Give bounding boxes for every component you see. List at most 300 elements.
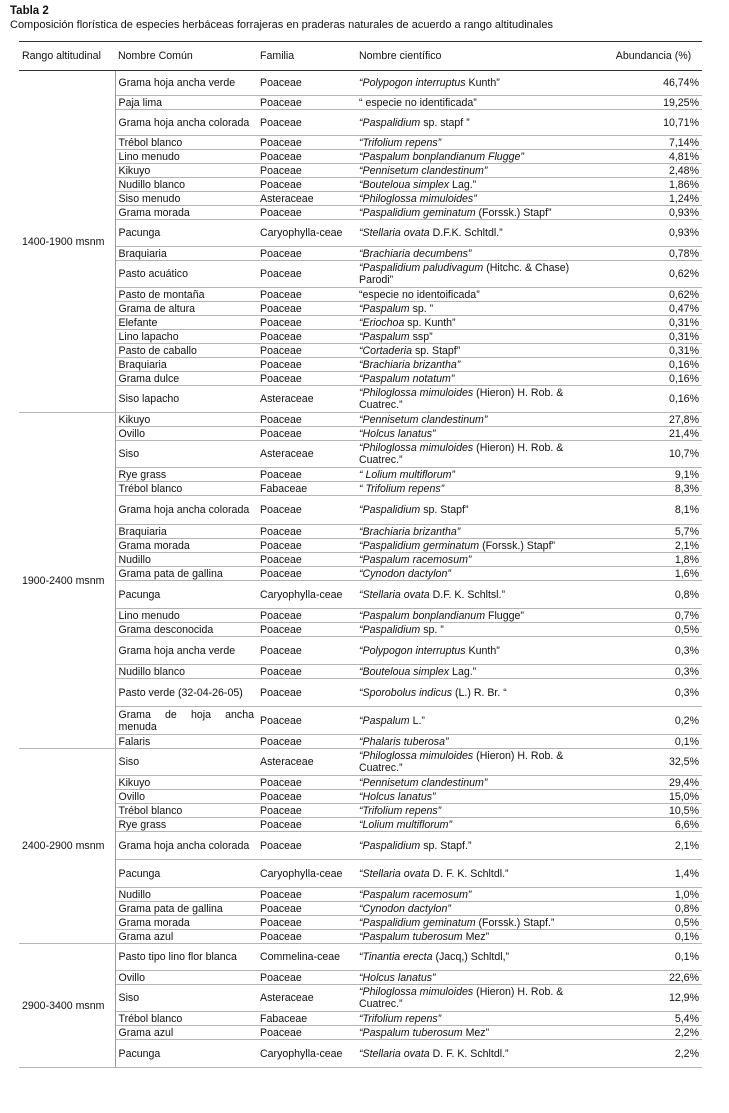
common-name-cell: Grama hoja ancha colorada xyxy=(115,496,257,525)
table-row xyxy=(19,427,702,441)
scientific-name-part: “Paspalum bonplandianum Flugge” xyxy=(359,150,524,163)
table-row xyxy=(19,860,702,888)
family-cell: Poaceae xyxy=(257,150,356,164)
table-row xyxy=(19,206,702,220)
scientific-name-cell xyxy=(356,330,605,344)
scientific-name-part: “Philoglossa mimuloides xyxy=(359,750,477,762)
common-name-cell: Ovillo xyxy=(115,971,257,985)
scientific-name-part: “Holcus lanatus” xyxy=(359,427,436,440)
family-cell: Poaceae xyxy=(257,247,356,261)
common-name-cell: Grama azul xyxy=(115,930,257,944)
abundance-cell: 2,2% xyxy=(605,1040,702,1068)
scientific-name-cell xyxy=(356,372,605,386)
abundance-cell: 0,3% xyxy=(605,665,702,679)
table-row xyxy=(19,553,702,567)
table-row xyxy=(19,372,702,386)
abundance-cell: 21,4% xyxy=(605,427,702,441)
common-name-cell: Trébol blanco xyxy=(115,482,257,496)
scientific-name-part: (Jacq,) Schltdl,” xyxy=(435,951,510,963)
table-row xyxy=(19,944,702,971)
common-name-cell: Nudillo blanco xyxy=(115,665,257,679)
scientific-name-part: “Paspalidium geminatum xyxy=(359,206,479,219)
family-cell: Poaceae xyxy=(257,623,356,637)
scientific-name-part: (Hieron) H. Rob. & Cuatrec.” xyxy=(359,750,564,774)
scientific-name-part: D.F. K. Schltsl.” xyxy=(432,588,506,601)
family-cell: Poaceae xyxy=(257,413,356,427)
common-name-cell: Grama hoja ancha colorada xyxy=(115,110,257,136)
table-row xyxy=(19,496,702,525)
scientific-name-part: “Stellaria ovata xyxy=(359,867,433,880)
abundance-cell: 0,16% xyxy=(605,358,702,372)
family-cell: Asteraceae xyxy=(257,386,356,413)
family-cell: Poaceae xyxy=(257,930,356,944)
scientific-name-part: ssp” xyxy=(412,330,433,343)
common-name-cell: Falaris xyxy=(115,735,257,749)
altitude-range-cell: 2400-2900 msnm xyxy=(19,749,115,944)
scientific-name-part: “Paspalum racemosum” xyxy=(359,888,472,901)
family-cell: Poaceae xyxy=(257,609,356,623)
scientific-name-cell xyxy=(356,735,605,749)
scientific-name-cell xyxy=(356,637,605,665)
abundance-cell: 0,16% xyxy=(605,372,702,386)
family-cell: Poaceae xyxy=(257,206,356,220)
scientific-name-cell xyxy=(356,496,605,525)
family-cell: Caryophylla-ceae xyxy=(257,581,356,609)
scientific-name-part: “Stellaria ovata xyxy=(359,1047,433,1060)
family-cell: Poaceae xyxy=(257,358,356,372)
table-row xyxy=(19,832,702,860)
family-cell: Poaceae xyxy=(257,330,356,344)
table-row xyxy=(19,581,702,609)
family-cell: Caryophylla-ceae xyxy=(257,220,356,247)
scientific-name-part: “Brachiaria brizantha” xyxy=(359,358,461,371)
scientific-name-cell xyxy=(356,71,605,96)
table-row xyxy=(19,804,702,818)
scientific-name-part: “Paspalidium geminatum xyxy=(359,916,479,929)
family-cell: Asteraceae xyxy=(257,985,356,1012)
table-row xyxy=(19,386,702,413)
family-cell: Poaceae xyxy=(257,804,356,818)
abundance-cell: 0,62% xyxy=(605,261,702,288)
table-row xyxy=(19,749,702,776)
table-row xyxy=(19,178,702,192)
common-name-cell: Pasto de caballo xyxy=(115,344,257,358)
table-row xyxy=(19,164,702,178)
scientific-name-cell xyxy=(356,553,605,567)
table-row xyxy=(19,776,702,790)
scientific-name-cell xyxy=(356,1026,605,1040)
scientific-name-part: “Trifolium repens” xyxy=(359,136,442,149)
scientific-name-part: “Lolium multiflorum” xyxy=(359,818,453,831)
table-row xyxy=(19,96,702,110)
abundance-cell: 0,8% xyxy=(605,902,702,916)
common-name-cell: Braquiaria xyxy=(115,247,257,261)
scientific-name-cell xyxy=(356,790,605,804)
common-name-cell: Siso xyxy=(115,749,257,776)
family-cell: Poaceae xyxy=(257,96,356,110)
scientific-name-part: Lag.” xyxy=(452,665,477,678)
abundance-cell: 0,47% xyxy=(605,302,702,316)
common-name-cell: Grama desconocida xyxy=(115,623,257,637)
header-common-name: Nombre Común xyxy=(115,42,257,71)
table-row xyxy=(19,567,702,581)
scientific-name-cell xyxy=(356,136,605,150)
abundance-cell: 9,1% xyxy=(605,468,702,482)
scientific-name-part: “Paspalidium germinatum xyxy=(359,539,483,552)
abundance-cell: 5,7% xyxy=(605,525,702,539)
common-name-cell: Grama pata de gallina xyxy=(115,902,257,916)
scientific-name-part: D. F. K. Schltdl.” xyxy=(432,1047,509,1060)
table-row xyxy=(19,539,702,553)
scientific-name-cell xyxy=(356,971,605,985)
table-row xyxy=(19,637,702,665)
abundance-cell: 19,25% xyxy=(605,96,702,110)
table-row xyxy=(19,344,702,358)
scientific-name-part: “Bouteloua simplex xyxy=(359,178,453,191)
abundance-cell: 4,81% xyxy=(605,150,702,164)
scientific-name-part: “Paspalum xyxy=(359,330,413,343)
abundance-cell: 15,0% xyxy=(605,790,702,804)
common-name-cell: Lino menudo xyxy=(115,609,257,623)
abundance-cell: 0,8% xyxy=(605,581,702,609)
header-row xyxy=(19,42,702,71)
scientific-name-cell xyxy=(356,247,605,261)
table-row xyxy=(19,707,702,735)
scientific-name-part: L.” xyxy=(412,714,425,727)
scientific-name-cell xyxy=(356,261,605,288)
abundance-cell: 12,9% xyxy=(605,985,702,1012)
common-name-cell: Pacunga xyxy=(115,581,257,609)
scientific-name-cell xyxy=(356,358,605,372)
scientific-name-part: sp. stapf ” xyxy=(423,116,470,129)
common-name-cell: Grama morada xyxy=(115,206,257,220)
scientific-name-cell xyxy=(356,581,605,609)
table-row xyxy=(19,985,702,1012)
abundance-cell: 10,5% xyxy=(605,804,702,818)
abundance-cell: 0,93% xyxy=(605,220,702,247)
abundance-cell: 0,7% xyxy=(605,609,702,623)
scientific-name-part: “Paspalum xyxy=(359,714,413,727)
scientific-name-part: sp. Stapf.” xyxy=(423,839,472,852)
family-cell: Poaceae xyxy=(257,832,356,860)
scientific-name-part: “Cortaderia xyxy=(359,344,415,357)
table-row xyxy=(19,468,702,482)
table-row xyxy=(19,665,702,679)
scientific-name-part: “Stellaria ovata xyxy=(359,227,433,239)
family-cell: Poaceae xyxy=(257,178,356,192)
scientific-name-cell xyxy=(356,818,605,832)
table-row xyxy=(19,482,702,496)
table-row xyxy=(19,609,702,623)
scientific-name-part: “Philoglossa mimuloides xyxy=(359,387,477,399)
common-name-cell: Kikuyo xyxy=(115,776,257,790)
table-row xyxy=(19,110,702,136)
family-cell: Poaceae xyxy=(257,496,356,525)
scientific-name-part: “Trifolium repens” xyxy=(359,804,442,817)
common-name-cell: Siso xyxy=(115,441,257,468)
abundance-cell: 0,31% xyxy=(605,344,702,358)
abundance-cell: 1,0% xyxy=(605,888,702,902)
abundance-cell: 0,3% xyxy=(605,637,702,665)
family-cell: Poaceae xyxy=(257,888,356,902)
scientific-name-part: “Pennisetum clandestinum” xyxy=(359,164,488,177)
scientific-name-cell xyxy=(356,539,605,553)
scientific-name-part: Kunth” xyxy=(468,644,500,657)
table-row xyxy=(19,623,702,637)
table-row xyxy=(19,302,702,316)
scientific-name-cell xyxy=(356,150,605,164)
abundance-cell: 0,93% xyxy=(605,206,702,220)
scientific-name-part: sp. Stapf” xyxy=(423,504,469,516)
scientific-name-cell xyxy=(356,832,605,860)
scientific-name-cell xyxy=(356,804,605,818)
abundance-cell: 0,5% xyxy=(605,623,702,637)
scientific-name-part: “Trifolium repens” xyxy=(359,1012,442,1025)
abundance-cell: 2,1% xyxy=(605,539,702,553)
scientific-name-cell xyxy=(356,525,605,539)
scientific-name-part: “Polypogon interruptus xyxy=(359,644,469,657)
abundance-cell: 0,3% xyxy=(605,679,702,707)
common-name-cell: Ovillo xyxy=(115,790,257,804)
abundance-cell: 1,8% xyxy=(605,553,702,567)
scientific-name-part: “Sporobolus indicus xyxy=(359,686,455,699)
abundance-cell: 1,6% xyxy=(605,567,702,581)
table-row xyxy=(19,150,702,164)
scientific-name-part: (L.) R. Br. “ xyxy=(455,686,507,699)
scientific-name-part: “Paspalidium xyxy=(359,839,424,852)
abundance-cell: 0,1% xyxy=(605,735,702,749)
scientific-name-part: “Bouteloua simplex xyxy=(359,665,453,678)
scientific-name-part: (Hieron) H. Rob. & Cuatrec.” xyxy=(359,442,564,466)
scientific-name-part: “Paspalum tuberosum xyxy=(359,1026,466,1039)
header-family: Familia xyxy=(257,42,356,71)
scientific-name-cell xyxy=(356,192,605,206)
altitude-range-cell: 1900-2400 msnm xyxy=(19,413,115,749)
scientific-name-part: (Forssk.) Stapf” xyxy=(478,206,552,219)
common-name-cell: Pasto tipo lino flor blanca xyxy=(115,944,257,971)
scientific-name-part: Mez” xyxy=(465,1026,490,1039)
abundance-cell: 8,3% xyxy=(605,482,702,496)
family-cell: Poaceae xyxy=(257,344,356,358)
scientific-name-cell xyxy=(356,609,605,623)
scientific-name-cell xyxy=(356,110,605,136)
common-name-cell: Paja lima xyxy=(115,96,257,110)
scientific-name-part: Lag.” xyxy=(452,178,477,191)
scientific-name-part: Mez” xyxy=(465,930,490,943)
common-name-cell: Grama de hoja ancha menuda xyxy=(115,707,257,735)
table-row xyxy=(19,735,702,749)
common-name-cell: Grama hoja ancha colorada xyxy=(115,832,257,860)
family-cell: Poaceae xyxy=(257,776,356,790)
scientific-name-cell xyxy=(356,178,605,192)
scientific-name-part: “Brachiaria decumbens” xyxy=(359,247,472,260)
table-row xyxy=(19,261,702,288)
family-cell: Fabaceae xyxy=(257,482,356,496)
common-name-cell: Nudillo xyxy=(115,553,257,567)
family-cell: Poaceae xyxy=(257,261,356,288)
scientific-name-part: sp. ” xyxy=(423,623,444,636)
scientific-name-cell xyxy=(356,427,605,441)
scientific-name-part: “Paspalidium paludivagum xyxy=(359,262,487,274)
scientific-name-part: (Hieron) H. Rob. & Cuatrec.” xyxy=(359,387,564,411)
common-name-cell: Rye grass xyxy=(115,818,257,832)
scientific-name-part: sp. Kunth” xyxy=(407,316,456,329)
abundance-cell: 0,5% xyxy=(605,916,702,930)
header-scientific-name: Nombre científico xyxy=(356,42,605,71)
abundance-cell: 0,78% xyxy=(605,247,702,261)
family-cell: Asteraceae xyxy=(257,749,356,776)
scientific-name-part: D.F.K. Schltdl.” xyxy=(432,227,503,239)
common-name-cell: Grama hoja ancha verde xyxy=(115,71,257,96)
abundance-cell: 8,1% xyxy=(605,496,702,525)
abundance-cell: 0,62% xyxy=(605,288,702,302)
scientific-name-part: “Philoglossa mimuloides xyxy=(359,442,477,454)
family-cell: Poaceae xyxy=(257,427,356,441)
table-row xyxy=(19,358,702,372)
abundance-cell: 27,8% xyxy=(605,413,702,427)
scientific-name-part: “Paspalum xyxy=(359,302,413,315)
scientific-name-cell xyxy=(356,567,605,581)
abundance-cell: 46,74% xyxy=(605,71,702,96)
common-name-cell: Nudillo blanco xyxy=(115,178,257,192)
scientific-name-part: “Eriochoa xyxy=(359,316,408,329)
family-cell: Poaceae xyxy=(257,971,356,985)
abundance-cell: 10,71% xyxy=(605,110,702,136)
scientific-name-cell xyxy=(356,916,605,930)
scientific-name-cell xyxy=(356,206,605,220)
family-cell: Poaceae xyxy=(257,136,356,150)
table-row xyxy=(19,247,702,261)
scientific-name-cell xyxy=(356,707,605,735)
scientific-name-cell xyxy=(356,220,605,247)
abundance-cell: 0,31% xyxy=(605,330,702,344)
common-name-cell: Siso xyxy=(115,985,257,1012)
family-cell: Asteraceae xyxy=(257,192,356,206)
family-cell: Poaceae xyxy=(257,1026,356,1040)
scientific-name-cell xyxy=(356,386,605,413)
family-cell: Poaceae xyxy=(257,679,356,707)
abundance-cell: 32,5% xyxy=(605,749,702,776)
scientific-name-cell xyxy=(356,930,605,944)
table-row xyxy=(19,192,702,206)
abundance-cell: 0,1% xyxy=(605,944,702,971)
family-cell: Poaceae xyxy=(257,665,356,679)
scientific-name-part: “Philoglossa mimuloides xyxy=(359,986,477,998)
family-cell: Poaceae xyxy=(257,468,356,482)
scientific-name-cell xyxy=(356,665,605,679)
common-name-cell: Trébol blanco xyxy=(115,1012,257,1026)
table-row xyxy=(19,316,702,330)
family-cell: Poaceae xyxy=(257,539,356,553)
scientific-name-part: “Paspalidium xyxy=(359,623,424,636)
scientific-name-part: “Brachiaria brizantha” xyxy=(359,525,461,538)
scientific-name-cell xyxy=(356,679,605,707)
family-cell: Poaceae xyxy=(257,164,356,178)
table-row xyxy=(19,1012,702,1026)
common-name-cell: Grama morada xyxy=(115,539,257,553)
common-name-cell: Kikuyo xyxy=(115,413,257,427)
scientific-name-cell xyxy=(356,302,605,316)
scientific-name-cell xyxy=(356,749,605,776)
family-cell: Poaceae xyxy=(257,316,356,330)
common-name-cell: Pacunga xyxy=(115,860,257,888)
family-cell: Poaceae xyxy=(257,916,356,930)
family-cell: Poaceae xyxy=(257,567,356,581)
common-name-cell: Trébol blanco xyxy=(115,804,257,818)
scientific-name-part: (Forssk.) Stapf” xyxy=(482,539,556,552)
scientific-name-part: “Paspalum tuberosum xyxy=(359,930,466,943)
table-row xyxy=(19,413,702,427)
scientific-name-part: “ Lolium multiflorum” xyxy=(359,468,455,481)
altitude-range-cell: 1400-1900 msnm xyxy=(19,71,115,413)
table-row xyxy=(19,220,702,247)
table-row xyxy=(19,525,702,539)
family-cell: Poaceae xyxy=(257,707,356,735)
abundance-cell: 10,7% xyxy=(605,441,702,468)
family-cell: Asteraceae xyxy=(257,441,356,468)
scientific-name-cell xyxy=(356,902,605,916)
common-name-cell: Grama dulce xyxy=(115,372,257,386)
abundance-cell: 29,4% xyxy=(605,776,702,790)
abundance-cell: 2,48% xyxy=(605,164,702,178)
scientific-name-part: “Paspalum bonplandianum xyxy=(359,609,488,622)
abundance-cell: 5,4% xyxy=(605,1012,702,1026)
scientific-name-cell xyxy=(356,482,605,496)
family-cell: Poaceae xyxy=(257,110,356,136)
family-cell: Poaceae xyxy=(257,71,356,96)
scientific-name-part: “Pennisetum clandestinum” xyxy=(359,776,488,789)
scientific-name-cell xyxy=(356,623,605,637)
common-name-cell: Lino menudo xyxy=(115,150,257,164)
table-row xyxy=(19,288,702,302)
abundance-cell: 1,24% xyxy=(605,192,702,206)
scientific-name-part: “Polypogon interruptus xyxy=(359,77,469,89)
common-name-cell: Pacunga xyxy=(115,1040,257,1068)
common-name-cell: Elefante xyxy=(115,316,257,330)
header-abundance: Abundancia (%) xyxy=(605,42,702,71)
common-name-cell: Braquiaria xyxy=(115,358,257,372)
table-label: Tabla 2 xyxy=(10,5,49,17)
abundance-cell: 0,31% xyxy=(605,316,702,330)
table-row xyxy=(19,930,702,944)
scientific-name-part: (Hitchc. & Chase) Parodi” xyxy=(359,262,570,286)
family-cell: Poaceae xyxy=(257,902,356,916)
scientific-name-part: “Holcus lanatus” xyxy=(359,971,436,984)
table-row xyxy=(19,790,702,804)
scientific-name-cell xyxy=(356,985,605,1012)
floristic-table xyxy=(19,41,702,1068)
family-cell: Poaceae xyxy=(257,302,356,316)
scientific-name-cell xyxy=(356,413,605,427)
table-row xyxy=(19,71,702,96)
scientific-name-part: “ Trifolium repens” xyxy=(359,482,445,495)
common-name-cell: Nudillo xyxy=(115,888,257,902)
abundance-cell: 0,2% xyxy=(605,707,702,735)
family-cell: Poaceae xyxy=(257,288,356,302)
scientific-name-cell xyxy=(356,888,605,902)
table-row xyxy=(19,136,702,150)
scientific-name-part: “Cynodon dactylon” xyxy=(359,902,451,915)
family-cell: Poaceae xyxy=(257,372,356,386)
scientific-name-cell xyxy=(356,441,605,468)
common-name-cell: Grama morada xyxy=(115,916,257,930)
table-row xyxy=(19,818,702,832)
common-name-cell: Pasto verde (32-04-26-05) xyxy=(115,679,257,707)
scientific-name-part: (Forssk.) Stapf.” xyxy=(478,916,555,929)
family-cell: Poaceae xyxy=(257,553,356,567)
family-cell: Poaceae xyxy=(257,790,356,804)
scientific-name-part: “Paspalidium xyxy=(359,504,424,516)
